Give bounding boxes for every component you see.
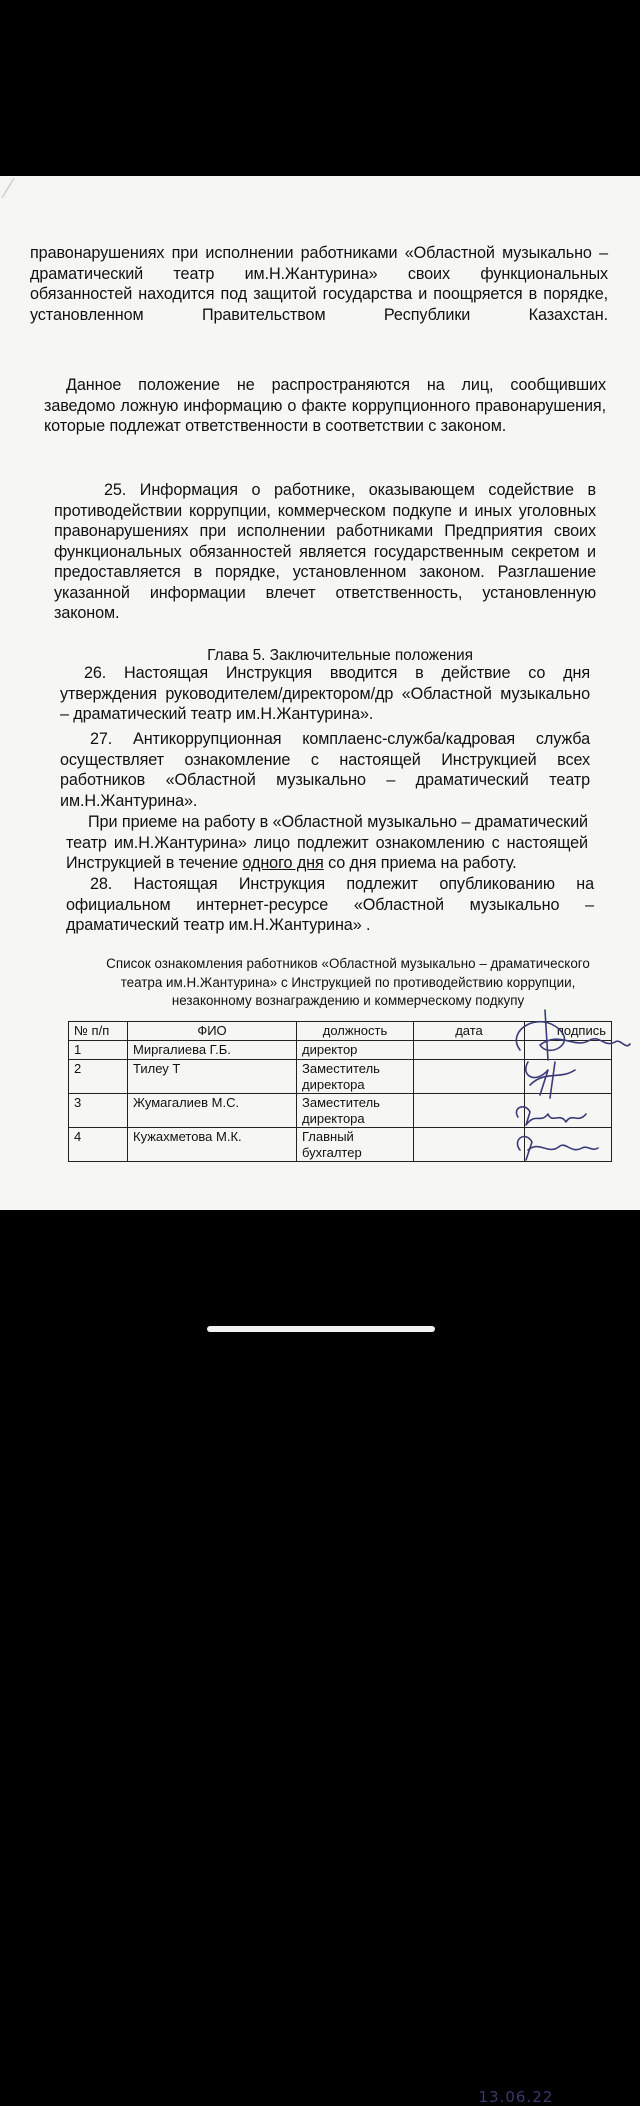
- cell-date: [414, 1041, 525, 1060]
- hiring-period: одного дня: [242, 854, 324, 872]
- cell-num: 4: [69, 1128, 128, 1162]
- header-date: дата: [414, 1022, 525, 1041]
- paragraph-28: 28. Настоящая Инструкция подлежит опубликованию на официальном интернет-ресурсе «Областной музыкально – драматический театр им.Н.Жантурина» .: [66, 875, 594, 934]
- signature-table: [68, 1021, 612, 2106]
- cell-name: Жумагалиев М.С.: [128, 1094, 297, 1128]
- cell-signature: [525, 1041, 612, 1060]
- cell-date: [414, 1094, 525, 1128]
- paragraph-25: 25. Информация о работнике, оказывающем содействие в противодействии коррупции, коммерческом подкупе и иных уголовных правонарушениях при исполнении работниками Предприятия своих функциональных обязанностей является государственным секретом и предоставляется в порядке, установленном законом. Разглашение указанной информации влечет ответственность, установленную законом.: [54, 481, 596, 622]
- table-header-row: [69, 1022, 612, 1041]
- table-row: [69, 1041, 612, 1060]
- table-row: [69, 1094, 612, 1128]
- cell-num: 3: [69, 1094, 128, 1128]
- cell-position: Заместитель директора: [297, 1060, 414, 1094]
- paragraph-false-info: Данное положение не распространяются на лиц, сообщивших заведомо ложную информацию о факте коррупционного правонарушения, которые подлежат ответственности в соответствии с законом.: [44, 376, 606, 435]
- paper-edge-mark: [0, 176, 16, 200]
- cell-date: [414, 1060, 554, 2106]
- chapter-heading: Глава 5. Заключительные положения: [207, 647, 473, 664]
- header-signature: подпись: [525, 1022, 612, 1041]
- handwritten-date: 13.06.22: [478, 2087, 554, 2106]
- paragraph-protection: правонарушениях при исполнении работниками «Областной музыкально – драматический театр им.Н.Жантурина» своих функциональных обязанностей находится под защитой государства и поощряется в порядке, установленном Правительством Республики Казахстан.: [30, 244, 608, 324]
- paragraph-27: 27. Антикоррупционная комплаенс-служба/кадровая служба осуществляет ознакомление с настоящей Инструкцией всех работников «Областной музыкально – драматический театр им.Н.Жантурина».: [60, 730, 590, 810]
- cell-signature: [525, 1128, 612, 1162]
- cell-name: Кужахметова М.К.: [128, 1128, 297, 1162]
- cell-num: 1: [69, 1041, 128, 1060]
- paragraph-hiring: [66, 812, 588, 874]
- cell-position: Главный бухгалтер: [297, 1128, 414, 1162]
- header-position: должность: [297, 1022, 414, 1041]
- cell-signature: [525, 1094, 612, 1128]
- hiring-text-start: При приеме на работу в «Областной музыкально – драматический театр им.Н.Жантурина» лицо подлежит ознакомлению с настоящей Инструкцией в течение: [66, 813, 588, 872]
- home-indicator[interactable]: [207, 1326, 435, 1332]
- cell-num: 2: [69, 1060, 128, 1094]
- paragraph-26: 26. Настоящая Инструкция вводится в действие со дня утверждения руководителем/директором/др «Областной музыкально – драматический театр им.Н.Жантурина».: [60, 664, 590, 723]
- cell-position: директор: [297, 1041, 414, 1060]
- cell-position: Заместитель директора: [297, 1094, 414, 1128]
- hiring-text-end: со дня приема на работу.: [323, 854, 517, 872]
- acquaintance-list-title: Список ознакомления работников «Областной музыкально – драматического театра им.Н.Жантурина» с Инструкцией по противодействию коррупции, незаконному вознаграждению и коммерческому подкупу: [106, 956, 590, 1008]
- cell-signature: [525, 1060, 612, 1094]
- cell-date: [414, 1128, 525, 1162]
- table-row: [69, 1060, 612, 1094]
- cell-name: Тилеу Т: [128, 1060, 297, 1094]
- cell-name: Миргалиева Г.Б.: [128, 1041, 297, 1060]
- header-num: № п/п: [69, 1022, 128, 1041]
- table-row: [69, 1128, 612, 1162]
- header-name: ФИО: [128, 1022, 297, 1041]
